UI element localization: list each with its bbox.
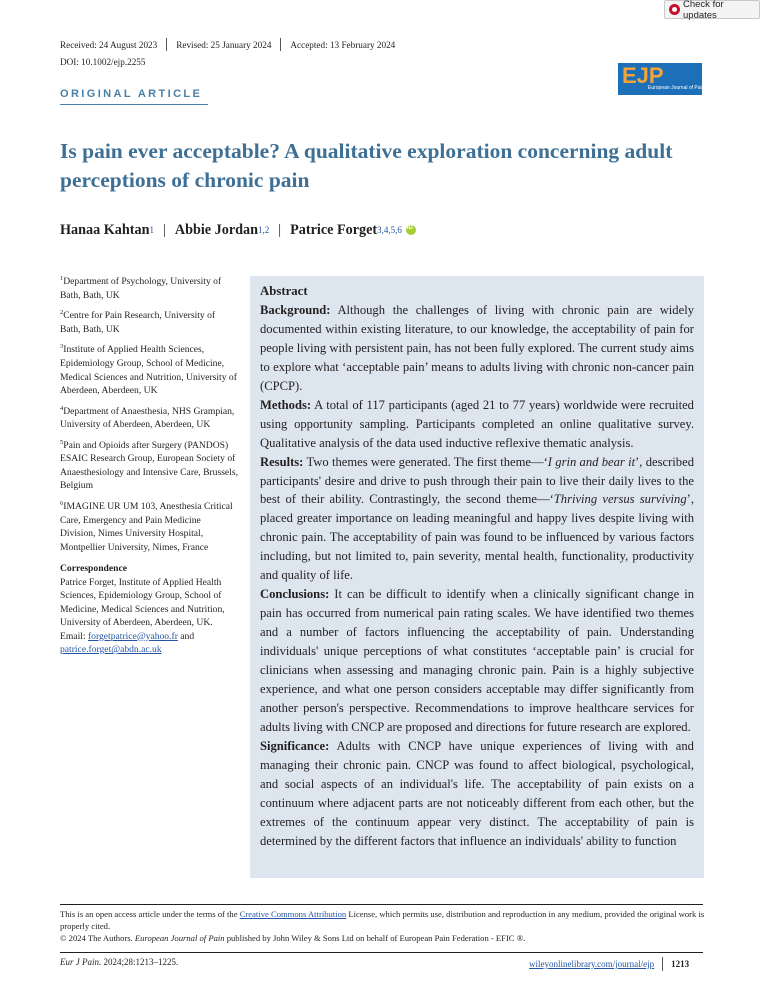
author-name[interactable]: Hanaa Kahtan	[60, 222, 150, 238]
divider	[280, 38, 281, 51]
journal-url-link[interactable]: wileyonlinelibrary.com/journal/ejp	[529, 959, 655, 969]
article-type-underline	[60, 104, 208, 105]
revised-date: Revised: 25 January 2024	[176, 39, 272, 50]
accepted-date: Accepted: 13 February 2024	[290, 39, 396, 50]
author-separator: |	[278, 222, 282, 238]
abstract-methods: Methods: A total of 117 participants (aged 21 to 77 years) worldwide were recruited using opportunity sampling. Participants completed an online qualitative survey. Qualitative analysis of the data used inductive reflexive thematic analysis.	[260, 397, 694, 450]
check-for-updates-label: Check for updates	[683, 0, 724, 21]
article-dates	[60, 38, 395, 51]
journal-logo	[618, 63, 705, 95]
citation: Eur J Pain. 2024;28:1213–1225.	[60, 957, 179, 967]
article-type: ORIGINAL ARTICLE	[60, 88, 203, 100]
check-for-updates-button[interactable]	[664, 0, 760, 19]
author-name[interactable]: Abbie Jordan	[174, 222, 258, 238]
affiliation: $^2$Centre for Pain Research, University of Bath, Bath, UK	[60, 309, 216, 335]
affiliation: $^4$Department of Anaesthesia, NHS Grampian, University of Aberdeen, Aberdeen, UK	[60, 404, 235, 431]
correspondence-heading: Correspondence	[60, 563, 127, 575]
author-name[interactable]: Patrice Forget	[290, 222, 378, 238]
divider	[166, 38, 167, 51]
author-separator: |	[162, 222, 166, 238]
abstract-conclusions: Conclusions: It can be difficult to identify when a clinically significant change in pain has occurred from numerical pain rating scales. We have identified two themes and a number of factors influencing the acceptability of pain. Understanding individuals' unique perceptions of what constitutes ‘acceptable pain’ is crucial for clinicians when assessing and managing chronic pain. Pain is a highly subjective experience, and what one person considers acceptable may differ significantly from another person's perspective. Recommendations to improve healthcare services for adults living with CNCP are proposed and directions for future research are explored.	[260, 587, 694, 734]
footer-right	[529, 957, 689, 971]
divider	[662, 957, 663, 971]
affiliation: $^1$Department of Psychology, University of Bath, Bath, UK	[60, 275, 222, 301]
orcid-icon[interactable]	[406, 225, 416, 235]
doi: DOI: 10.1002/ejp.2255	[60, 57, 146, 67]
affiliation: $^6$IMAGINE UR UM 103, Anesthesia Critical Care, Emergency and Pain Medicine Division, Nimes University Hospital, Montpellier University, Nimes, France	[60, 499, 233, 553]
abstract-significance: Significance: Adults with CNCP have unique experiences of living with and managing their chronic pain. CNCP was found to affect biological, psychological, and social aspects of an individual's life. The acceptability of pain exists on a continuum where adjacent parts are not noticeably different from each other, but the extremes of the continuum appear very distinct. The acceptability of pain is determined by the different factors that influence an individuals' ability to function	[260, 738, 694, 848]
footer-divider	[60, 952, 703, 953]
author-affiliation-ref[interactable]: 1,2	[258, 225, 270, 235]
license-footnote: This is an open access article under the terms of the Creative Commons Attribution License, which permits use, distribution and reproduction in any medium, provided the original work is properly cited. © 2024 The Authors. European Journal of Pain published by John Wiley & Sons Ltd on behalf of European Pain Federation - EFIC ®.	[60, 909, 705, 943]
affiliation: $^5$Pain and Opioids after Surgery (PANDOS) ESAIC Research Group, European Society of Anaesthesiology and Intensive Care, Brussels, Belgium	[60, 438, 238, 492]
crossmark-icon	[669, 4, 680, 15]
author-affiliation-ref[interactable]: 1	[149, 225, 154, 235]
abstract-results: Results: Two themes were generated. The first theme—‘I grin and bear it’, described participants' desire and drive to push through their pain to live their daily lives to the best of their ability. Contrastingly, the second theme—‘Thriving versus surviving’, placed greater importance on leading meaningful and happy lives despite living with chronic pain. The acceptability of pain was found to be influenced by various factors including, but not limited to, pain severity, mental health, functionality, productivity and quality of life.	[260, 454, 694, 583]
email-link[interactable]: forgetpatrice@yahoo.fr	[87, 630, 178, 642]
correspondence-body: Patrice Forget, Institute of Applied Health Sciences, Epidemiology Group, School of Medicine, Medical Sciences and Nutrition, University of Aberdeen, Aberdeen, UK. Email: forgetpatrice@yahoo.fr and patrice.forget@abdn.ac.uk	[60, 576, 225, 656]
page-number: 1213	[671, 959, 690, 969]
author-affiliation-ref[interactable]: 3,4,5,6	[377, 225, 402, 235]
author-list	[60, 222, 416, 239]
abstract-box	[250, 276, 704, 878]
footnote-divider	[60, 904, 703, 905]
logo-subtitle: European Journal of Pain	[648, 85, 705, 91]
abstract-heading: Abstract	[260, 284, 308, 298]
received-date: Received: 24 August 2023	[60, 39, 158, 50]
abstract-background: Background: Although the challenges of living with chronic pain are widely documented within existing literature, to our knowledge, the acceptability of pain for people living with persistent pain, has not been fully explored. The current study aims to explore what ‘acceptable pain’ means to adults living with chronic non-cancer pain (CPCP).	[260, 302, 694, 393]
article-title: Is pain ever acceptable? A qualitative exploration concerning adult perceptions of chronic pain	[60, 139, 673, 192]
email-link[interactable]: patrice.forget@abdn.ac.uk	[60, 644, 162, 656]
license-link[interactable]: Creative Commons Attribution	[239, 909, 347, 919]
logo-mark: EJP	[622, 63, 664, 88]
affiliations-column	[60, 272, 238, 657]
affiliation: $^3$Institute of Applied Health Sciences, Epidemiology Group, School of Medicine, Medical Sciences and Nutrition, University of Aberdeen, Aberdeen, UK	[60, 343, 237, 397]
